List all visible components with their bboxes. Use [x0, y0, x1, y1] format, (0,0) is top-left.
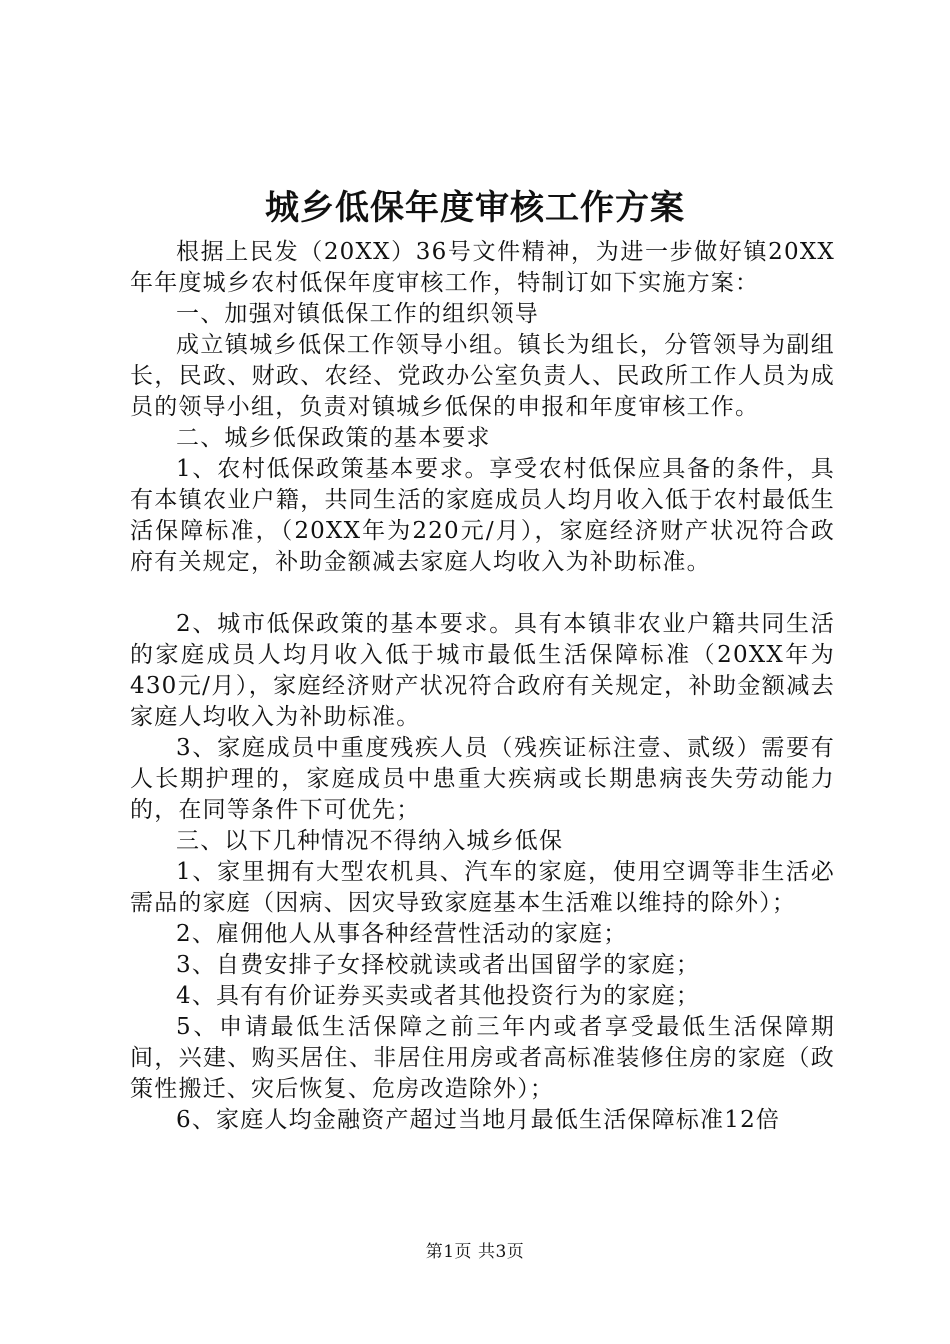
body-paragraph: 2、城市低保政策的基本要求。具有本镇非农业户籍共同生活的家庭成员人均月收入低于城市最低生活保障标准（20XX年为430元/月），家庭经济财产状况符合政府有关规定，补助金额减去家庭人均收入为补助标准。	[130, 611, 835, 730]
document-title: 城乡低保年度审核工作方案	[265, 188, 685, 228]
section-heading-1: 一、加强对镇低保工作的组织领导	[176, 301, 539, 327]
list-item: 6、家庭人均金融资产超过当地月最低生活保障标准12倍	[176, 1107, 781, 1133]
body-paragraph: 成立镇城乡低保工作领导小组。镇长为组长，分管领导为副组长，民政、财政、农经、党政办公室负责人、民政所工作人员为成员的领导小组，负责对镇城乡低保的申报和年度审核工作。	[130, 332, 835, 420]
section-heading-3: 三、以下几种情况不得纳入城乡低保	[176, 828, 564, 854]
body-paragraph: 1、农村低保政策基本要求。享受农村低保应具备的条件，具有本镇农业户籍，共同生活的家庭成员人均月收入低于农村最低生活保障标准，（20XX年为220元/月），家庭经济财产状况符合政府有关规定，补助金额减去家庭人均收入为补助标准。	[130, 456, 835, 575]
page-number-footer: 第1页 共3页	[425, 1242, 525, 1262]
intro-paragraph: 根据上民发（20XX）36号文件精神，为进一步做好镇20XX年年度城乡农村低保年度审核工作，特制订如下实施方案：	[130, 239, 835, 296]
list-item: 5、申请最低生活保障之前三年内或者享受最低生活保障期间，兴建、购买居住、非居住用房或者高标准装修住房的家庭（政策性搬迁、灾后恢复、危房改造除外）；	[130, 1014, 835, 1102]
list-item: 1、家里拥有大型农机具、汽车的家庭，使用空调等非生活必需品的家庭（因病、因灾导致家庭基本生活难以维持的除外）；	[130, 859, 835, 916]
list-item: 4、具有有价证券买卖或者其他投资行为的家庭；	[176, 983, 701, 1009]
document-body	[130, 237, 835, 1136]
body-paragraph: 3、家庭成员中重度残疾人员（残疾证标注壹、贰级）需要有人长期护理的，家庭成员中患重大疾病或长期患病丧失劳动能力的，在同等条件下可优先；	[130, 735, 835, 823]
section-heading-2: 二、城乡低保政策的基本要求	[176, 425, 491, 451]
list-item: 3、自费安排子女择校就读或者出国留学的家庭；	[176, 952, 701, 978]
list-item: 2、雇佣他人从事各种经营性活动的家庭；	[176, 921, 628, 947]
